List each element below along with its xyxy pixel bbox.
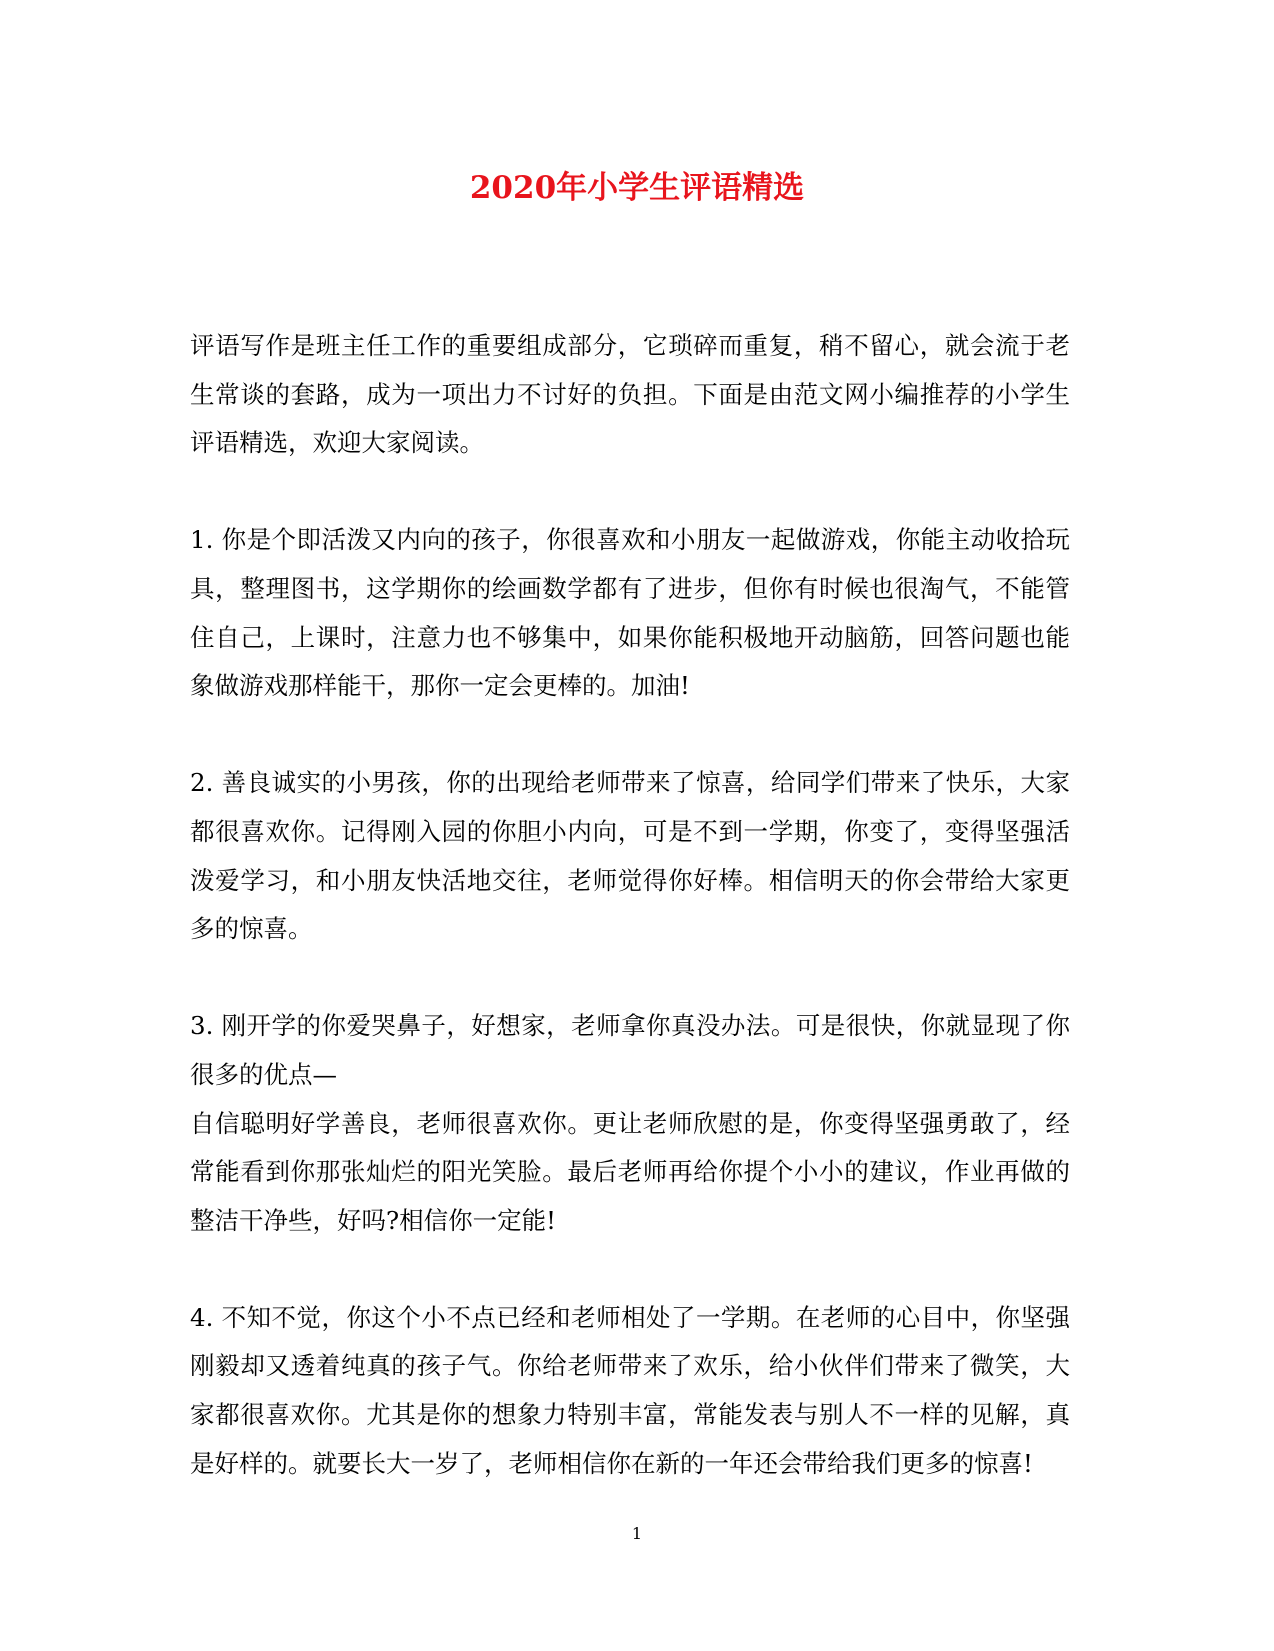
- intro-paragraph: 评语写作是班主任工作的重要组成部分，它琐碎而重复，稍不留心，就会流于老生常谈的套路，成为一项出力不讨好的负担。下面是由范文网小编推荐的小学生评语精选，欢迎大家阅读。: [190, 331, 1070, 458]
- paragraph-spacer: [190, 954, 1070, 1003]
- page-number: 1: [631, 1524, 643, 1543]
- paragraph-spacer: [190, 711, 1070, 760]
- comment-paragraph-2: 2. 善良诚实的小男孩，你的出现给老师带来了惊喜，给同学们带来了快乐，大家都很喜欢你。记得刚入园的你胆小内向，可是不到一学期，你变了，变得坚强活泼爱学习，和小朋友快活地交往，老师觉得你好棒。相信明天的你会带给大家更多的惊喜。: [190, 768, 1070, 944]
- comment-paragraph-3-continued: 自信聪明好学善良，老师很喜欢你。更让老师欣慰的是，你变得坚强勇敢了，经常能看到你那张灿烂的阳光笑脸。最后老师再给你提个小小的建议，作业再做的整洁干净些，好吗?相信你一定能!: [190, 1108, 1070, 1235]
- comment-paragraph-4: 4. 不知不觉，你这个小不点已经和老师相处了一学期。在老师的心目中，你坚强刚毅却又透着纯真的孩子气。你给老师带来了欢乐，给小伙伴们带来了微笑，大家都很喜欢你。尤其是你的想象力特别丰富，常能发表与别人不一样的见解，真是好样的。就要长大一岁了，老师相信你在新的一年还会带给我们更多的惊喜!: [190, 1302, 1070, 1478]
- comment-paragraph-1: 1. 你是个即活泼又内向的孩子，你很喜欢和小朋友一起做游戏，你能主动收拾玩具，整理图书，这学期你的绘画数学都有了进步，但你有时候也很淘气，不能管住自己，上课时，注意力也不够集中，如果你能积极地开动脑筋，回答问题也能象做游戏那样能干，那你一定会更棒的。加油!: [190, 525, 1070, 701]
- paragraph-spacer: [190, 468, 1070, 517]
- document-body: [190, 322, 1070, 1488]
- document-title: 2020年小学生评语精选: [469, 170, 805, 206]
- comment-paragraph-3: 3. 刚开学的你爱哭鼻子，好想家，老师拿你真没办法。可是很快，你就显现了你很多的优点—: [190, 1011, 1070, 1089]
- paragraph-spacer: [190, 1245, 1070, 1294]
